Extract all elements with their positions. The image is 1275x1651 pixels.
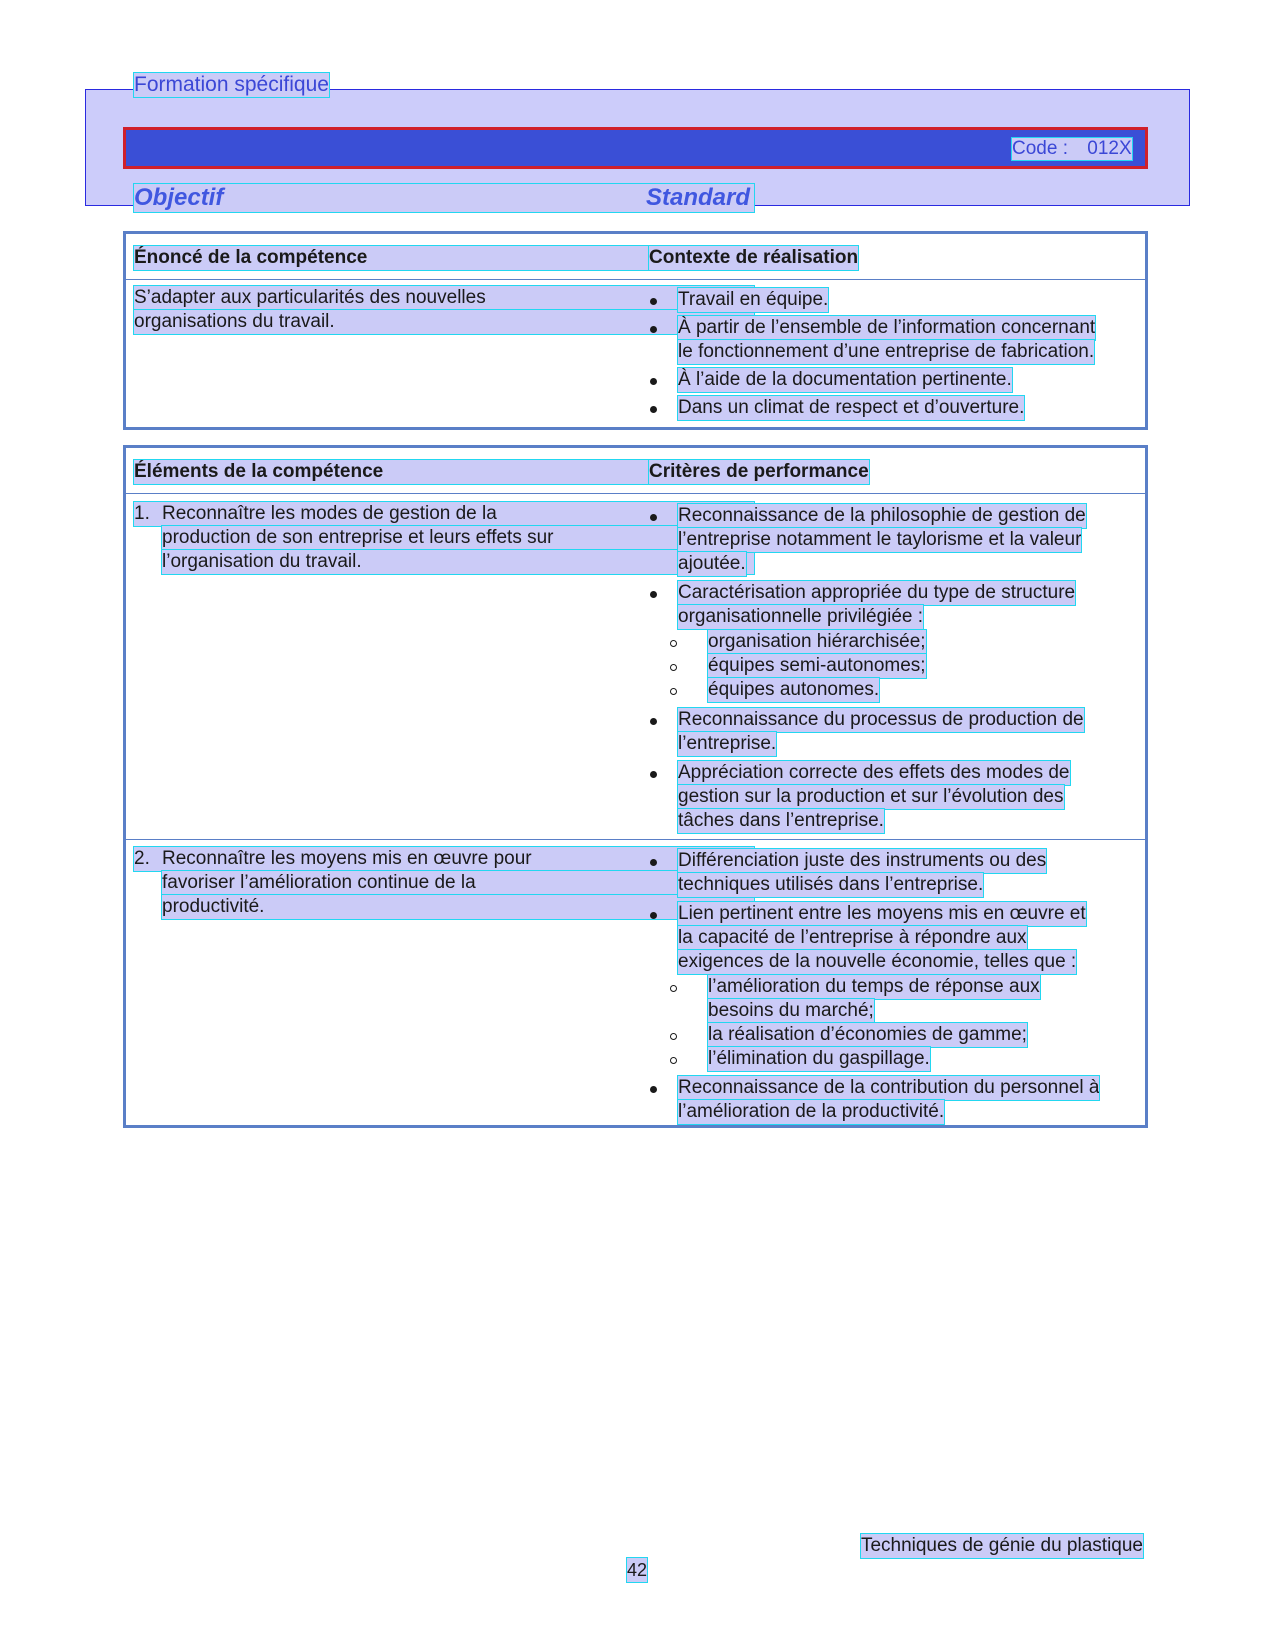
critere-1-1: ajoutée. — [678, 553, 746, 574]
objectif-text: Objectif — [134, 184, 224, 211]
critere-2-2-sub: l’élimination du gaspillage. — [708, 1048, 930, 1069]
contexte-item-2-line-1: À partir de l’ensemble de l’information concernant — [678, 317, 1096, 338]
enonce-table — [123, 231, 1148, 430]
code-label — [1012, 138, 1132, 160]
enonce-heading: Énoncé de la compétence — [134, 246, 754, 270]
element-2-number: 2. — [134, 848, 150, 869]
critere-2-2-sub: l’amélioration du temps de réponse aux — [708, 976, 1040, 997]
bullet-icon — [650, 859, 657, 866]
element-2-line-3: productivité. — [162, 895, 754, 919]
circle-bullet-icon — [670, 664, 677, 671]
circle-bullet-icon — [670, 688, 677, 695]
critere-1-1: l’entreprise notamment le taylorisme et la valeur — [678, 529, 1082, 550]
critere-2-2: Lien pertinent entre les moyens mis en œuvre et — [678, 903, 1086, 924]
critere-2-2-sub: la réalisation d’économies de gamme; — [708, 1024, 1027, 1045]
critere-1-2-sub: organisation hiérarchisée; — [708, 631, 926, 652]
row-divider — [126, 839, 1145, 840]
critere-1-4: tâches dans l’entreprise. — [678, 810, 884, 831]
element-1-text: Reconnaître les modes de gestion de la — [162, 503, 497, 524]
page-number: 42 — [627, 1560, 648, 1580]
critere-1-3: Reconnaissance du processus de production de — [678, 709, 1084, 730]
bullet-icon — [650, 406, 657, 413]
element-2-line-1 — [134, 847, 754, 871]
critere-1-2: organisationnelle privilégiée : — [678, 606, 924, 627]
contexte-item-4: Dans un climat de respect et d’ouverture. — [678, 397, 1025, 418]
bullet-icon — [650, 378, 657, 385]
header-bar — [123, 127, 1148, 169]
circle-bullet-icon — [670, 985, 677, 992]
program-title: Techniques de génie du plastique — [860, 1535, 1143, 1556]
element-2-text: Reconnaître les moyens mis en œuvre pour — [162, 848, 532, 869]
row-divider — [126, 493, 1145, 494]
bullet-icon — [650, 912, 657, 919]
element-1-line-2: production de son entreprise et leurs effets sur — [162, 526, 754, 550]
critere-2-1: Différenciation juste des instruments ou des — [678, 850, 1047, 871]
critere-2-2: exigences de la nouvelle économie, telles que : — [678, 951, 1077, 972]
row-divider — [126, 279, 1145, 280]
code-value: 012X — [1087, 138, 1132, 159]
critere-2-2-sub: besoins du marché; — [708, 1000, 874, 1021]
critere-1-2-sub: équipes semi-autonomes; — [708, 655, 926, 676]
bullet-icon — [650, 298, 657, 305]
circle-bullet-icon — [670, 640, 677, 647]
standard-label: Standard — [646, 184, 751, 211]
criteres-heading: Critères de performance — [649, 461, 869, 482]
code-label-text: Code : — [1012, 138, 1068, 159]
critere-2-1: techniques utilisés dans l’entreprise. — [678, 874, 984, 895]
critere-1-1: Reconnaissance de la philosophie de gestion de — [678, 505, 1086, 526]
element-1-line-1 — [134, 502, 754, 526]
contexte-item-1: Travail en équipe. — [678, 289, 829, 310]
critere-2-3: Reconnaissance de la contribution du personnel à — [678, 1077, 1100, 1098]
bullet-icon — [650, 1086, 657, 1093]
bullet-icon — [650, 718, 657, 725]
contexte-item-3: À l’aide de la documentation pertinente. — [678, 369, 1012, 390]
element-1-line-3: l’organisation du travail. — [162, 550, 754, 574]
bullet-icon — [650, 326, 657, 333]
critere-1-3: l’entreprise. — [678, 733, 777, 754]
enonce-line-2: organisations du travail. — [134, 310, 754, 334]
critere-1-2: Caractérisation appropriée du type de structure — [678, 582, 1076, 603]
element-1-number: 1. — [134, 503, 150, 524]
critere-1-4: Appréciation correcte des effets des modes de — [678, 762, 1070, 783]
bullet-icon — [650, 514, 657, 521]
bullet-icon — [650, 591, 657, 598]
circle-bullet-icon — [670, 1057, 677, 1064]
section-label: Formation spécifique — [134, 73, 329, 96]
bullet-icon — [650, 771, 657, 778]
critere-2-3: l’amélioration de la productivité. — [678, 1101, 945, 1122]
element-2-line-2: favoriser l’amélioration continue de la — [162, 871, 754, 895]
critere-1-2-sub: équipes autonomes. — [708, 679, 880, 700]
enonce-line-1: S’adapter aux particularités des nouvelles — [134, 286, 754, 310]
critere-2-2: la capacité de l’entreprise à répondre aux — [678, 927, 1027, 948]
contexte-heading: Contexte de réalisation — [649, 247, 859, 268]
contexte-item-2-line-2: le fonctionnement d’une entreprise de fabrication. — [678, 341, 1095, 362]
elements-table — [123, 445, 1148, 1128]
critere-1-4: gestion sur la production et sur l’évolution des — [678, 786, 1064, 807]
circle-bullet-icon — [670, 1033, 677, 1040]
elements-heading: Éléments de la compétence — [134, 460, 754, 484]
